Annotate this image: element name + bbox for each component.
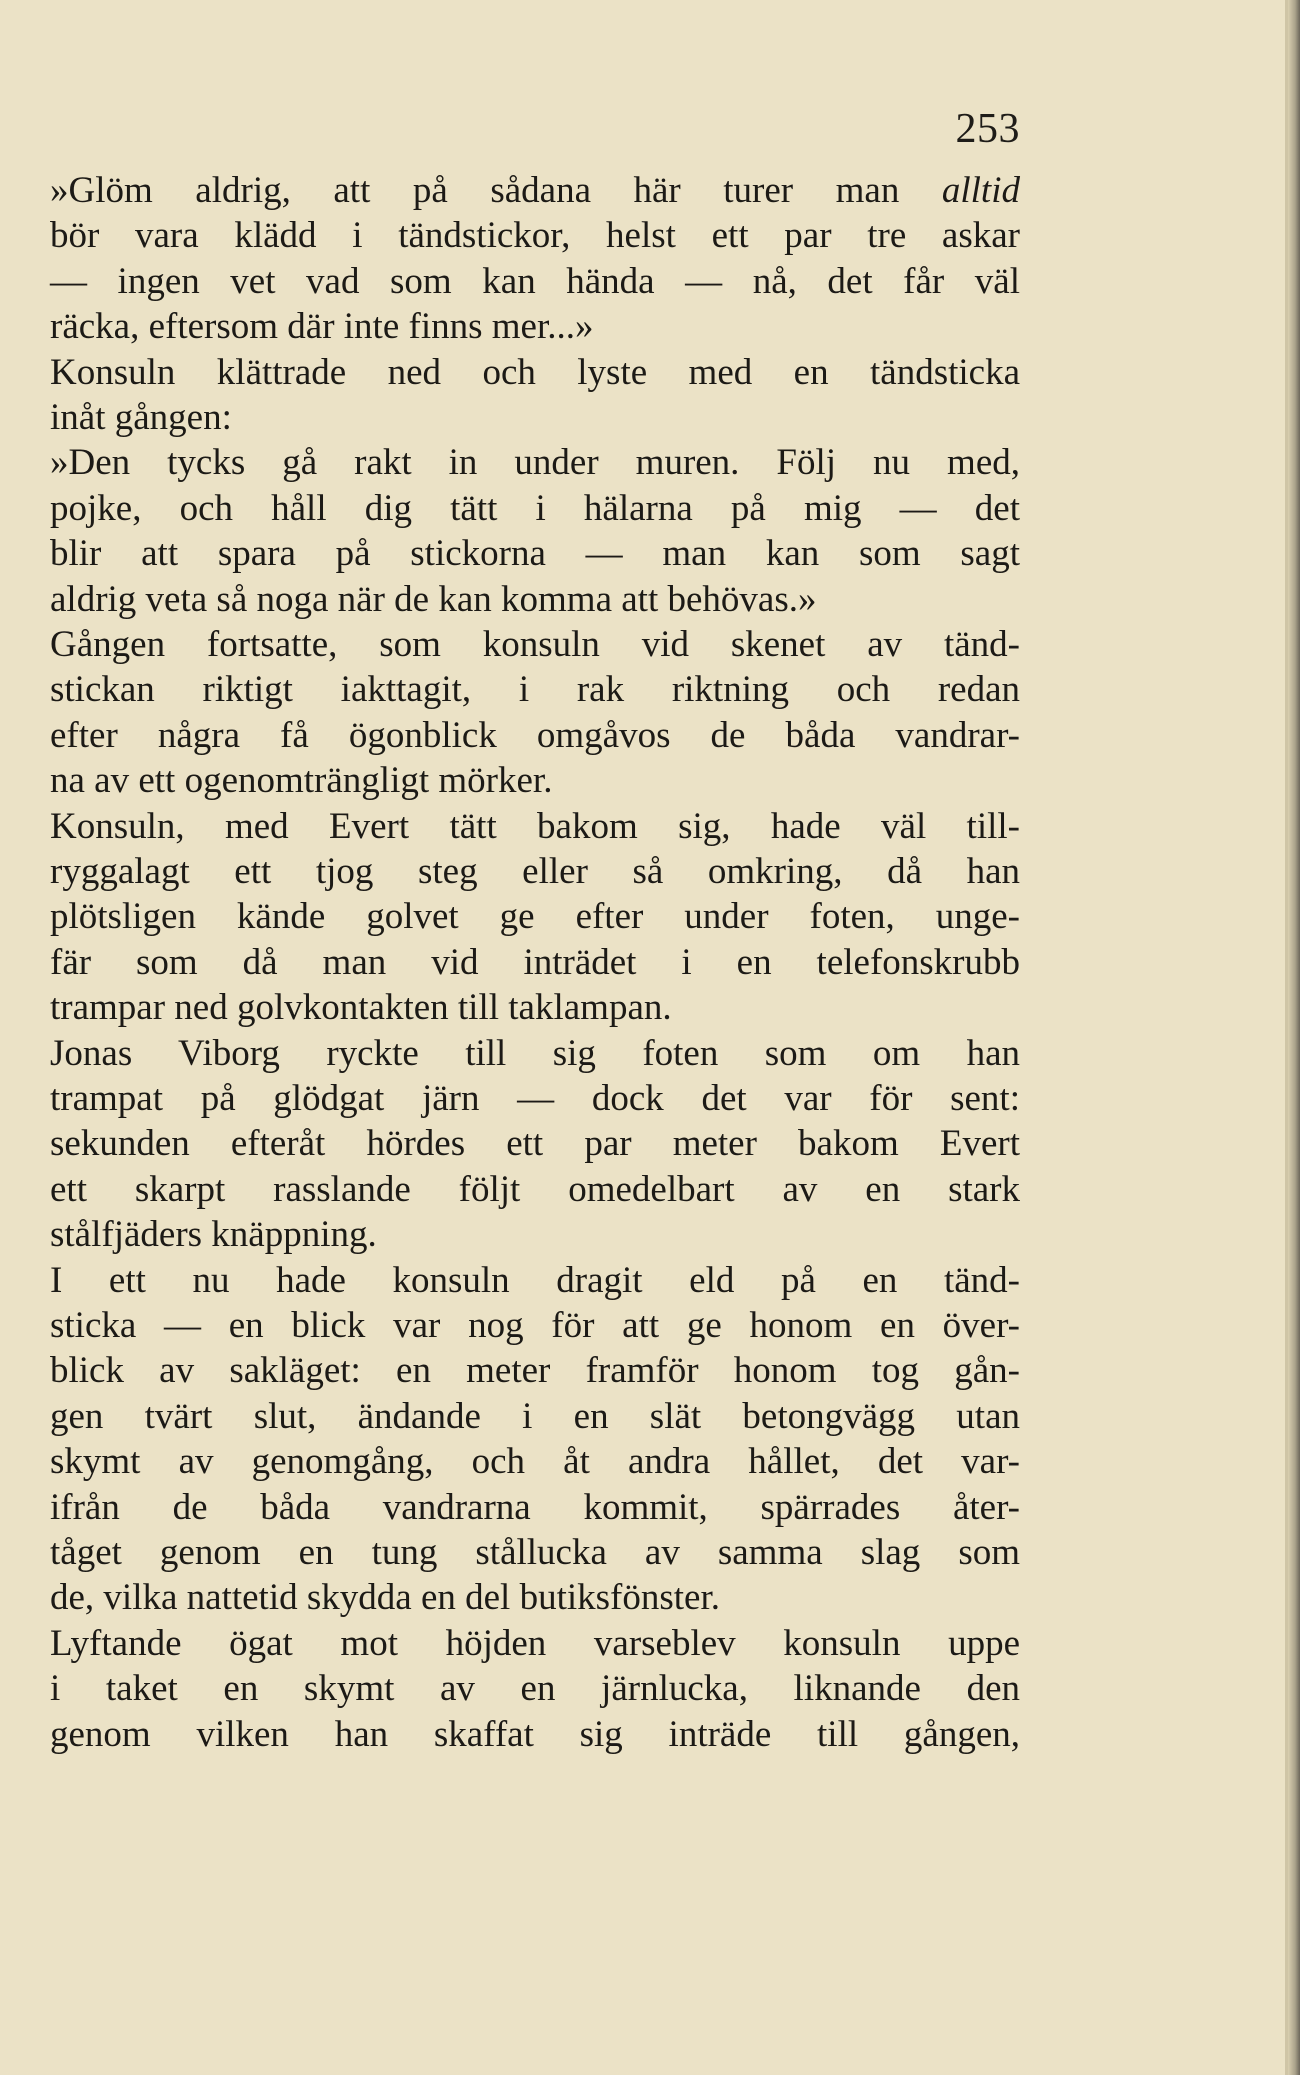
text-line: [50, 1712, 1020, 1758]
text-line-content: de, vilka nattetid skydda en del butiksfönster.: [50, 1577, 720, 1619]
text-line-content: räcka, eftersom där inte finns mer...»: [50, 306, 594, 348]
text-line-content: stålfjäders knäppning.: [50, 1214, 377, 1256]
text-line: [50, 940, 1020, 986]
text-line-content: trampar ned golvkontakten till taklampan.: [50, 987, 672, 1029]
text-line: [50, 894, 1020, 940]
text-line-content: fär som då man vid inträdet i en telefonskrubb: [50, 941, 1020, 983]
text-line: [50, 304, 1020, 350]
text-line-content: stickan riktigt iakttagit, i rak riktning och redan: [50, 669, 1020, 711]
text-line: [50, 1621, 1020, 1667]
text-line-content: »Glöm aldrig, att på sådana här turer man: [50, 170, 942, 211]
text-line: [50, 1348, 1020, 1394]
text-line-content: plötsligen kände golvet ge efter under foten, unge-: [50, 896, 1020, 938]
text-line: [50, 1076, 1020, 1122]
text-line-content: Jonas Viborg ryckte till sig foten som om han: [50, 1032, 1020, 1074]
text-line: [50, 168, 1020, 214]
text-line: [50, 985, 1020, 1031]
text-line-content: ett skarpt rasslande följt omedelbart av en stark: [50, 1168, 1020, 1210]
text-line-content: inåt gången:: [50, 397, 232, 438]
text-line-content: gen tvärt slut, ändande i en slät betongvägg utan: [50, 1395, 1020, 1437]
text-line-content: sekunden efteråt hördes ett par meter bakom Evert: [50, 1123, 1020, 1165]
text-line: [50, 1121, 1020, 1167]
text-line: [50, 1031, 1020, 1077]
text-line: [50, 395, 1020, 441]
text-line-content: pojke, och håll dig tätt i hälarna på mig — det: [50, 487, 1020, 529]
text-line-content: i taket en skymt av en järnlucka, liknande den: [50, 1668, 1020, 1710]
text-line-content: ryggalagt ett tjog steg eller så omkring, då han: [50, 851, 1020, 892]
text-line-content: bör vara klädd i tändstickor, helst ett par tre askar: [50, 215, 1020, 257]
text-line-content: ifrån de båda vandrarna kommit, spärrades åter-: [50, 1486, 1020, 1528]
text-line: [50, 622, 1020, 668]
text-line-content: skymt av genomgång, och åt andra hållet, det var-: [50, 1441, 1020, 1483]
text-line: [50, 713, 1020, 759]
text-line-content: »Den tycks gå rakt in under muren. Följ nu med,: [50, 442, 1020, 484]
emphasis-text: alltid: [941, 170, 1020, 211]
text-line: [50, 1530, 1020, 1576]
text-line: [50, 1666, 1020, 1712]
text-line-content: Konsuln, med Evert tätt bakom sig, hade väl till-: [50, 805, 1020, 847]
text-line-content: sticka — en blick var nog för att ge honom en över-: [50, 1305, 1020, 1346]
page-number: 253: [955, 106, 1020, 152]
text-line: [50, 1394, 1020, 1440]
text-line-content: Lyftande ögat mot höjden varseblev konsuln uppe: [50, 1622, 1020, 1664]
text-line: [50, 849, 1020, 895]
text-line-content: Gången fortsatte, som konsuln vid skenet av tänd-: [50, 624, 1020, 665]
text-line: [50, 531, 1020, 577]
text-line-content: genom vilken han skaffat sig inträde till gången,: [50, 1713, 1020, 1755]
text-line: [50, 577, 1020, 623]
text-line: [50, 1212, 1020, 1258]
text-line-content: — ingen vet vad som kan hända — nå, det får väl: [50, 260, 1020, 302]
text-line-content: aldrig veta så noga när de kan komma att behövas.»: [50, 578, 817, 620]
book-spine: [1288, 0, 1300, 2075]
text-line: [50, 213, 1020, 259]
text-line-content: trampat på glödgat järn — dock det var för sent:: [50, 1078, 1020, 1119]
text-line: [50, 1485, 1020, 1531]
text-line-content: I ett nu hade konsuln dragit eld på en tänd-: [50, 1259, 1020, 1301]
text-line: [50, 486, 1020, 532]
text-line-content: na av ett ogenomträngligt mörker.: [50, 760, 553, 802]
text-line-content: blir att spara på stickorna — man kan som sagt: [50, 533, 1020, 575]
text-line: [50, 1167, 1020, 1213]
text-line-content: Konsuln klättrade ned och lyste med en tändsticka: [50, 351, 1020, 393]
text-line: [50, 350, 1020, 396]
text-line: [50, 1575, 1020, 1621]
text-line: [50, 667, 1020, 713]
text-line-content: blick av sakläget: en meter framför honom tog gån-: [50, 1350, 1020, 1392]
text-line: [50, 259, 1020, 305]
text-line: [50, 1439, 1020, 1485]
text-line-content: tåget genom en tung stållucka av samma slag som: [50, 1532, 1020, 1573]
text-line: [50, 804, 1020, 850]
text-line: [50, 440, 1020, 486]
text-line: [50, 1258, 1020, 1304]
text-line: [50, 1303, 1020, 1349]
text-line: [50, 758, 1020, 804]
text-line-content: efter några få ögonblick omgåvos de båda vandrar-: [50, 714, 1020, 756]
